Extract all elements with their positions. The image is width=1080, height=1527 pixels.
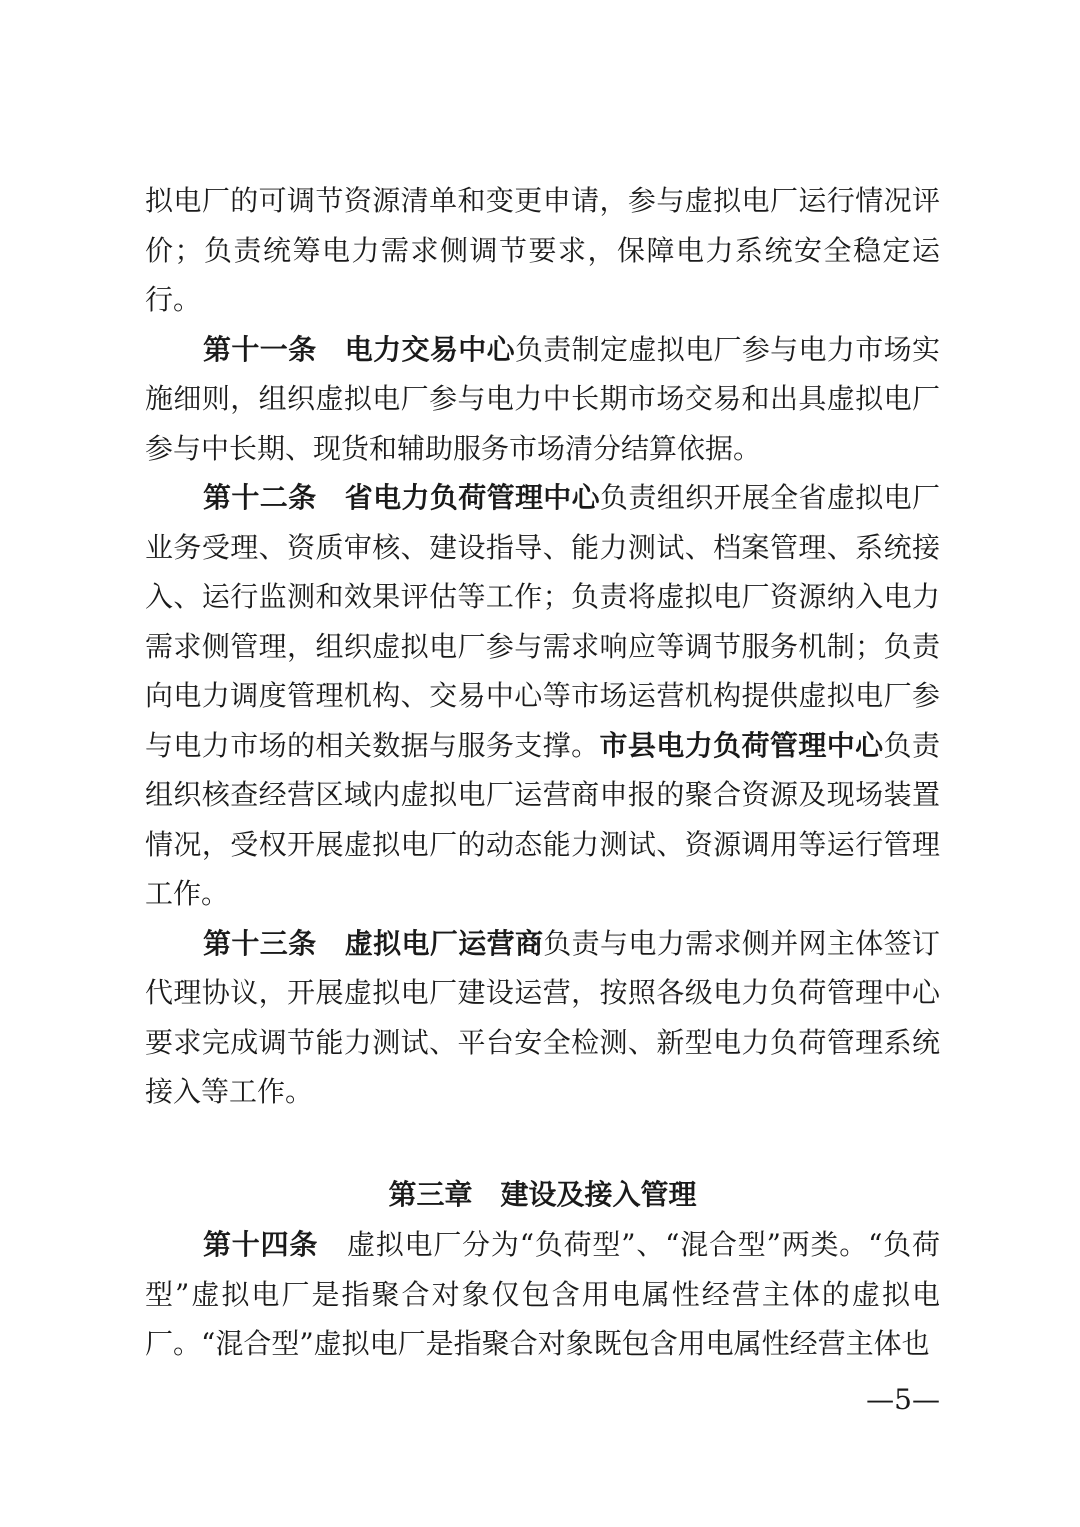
article-14-text: 虚拟电厂分为“负荷型”、“混合型”两类。“负荷型”虚拟电厂是指聚合对象仅包含用电属性经营主体的虚拟电厂。“混合型”虚拟电厂是指聚合对象既包含用电属性经营主体也: [145, 1228, 940, 1360]
article-13-subject: 虚拟电厂运营商: [344, 926, 544, 960]
chapter-title-text: 建设及接入管理: [500, 1178, 697, 1211]
article-12-number: 第十二条: [203, 481, 317, 514]
body-text-upper: [145, 176, 940, 1117]
chapter-heading: [145, 1170, 940, 1220]
article-12-subject: 省电力负荷管理中心: [344, 481, 601, 514]
article-14: [145, 1220, 940, 1369]
chapter-number: 第三章: [388, 1178, 473, 1211]
article-13: [145, 919, 940, 1117]
article-14-number: 第十四条: [203, 1228, 319, 1261]
article-11-subject: 电力交易中心: [344, 332, 515, 366]
article-13-text: 负责与电力需求侧并网主体签订代理协议，开展虚拟电厂建设运营，按照各级电力负荷管理中心要求完成调节能力测试、平台安全检测、新型电力负荷管理系统接入等工作。: [145, 926, 940, 1108]
article-12-text-2: 负责组织核查经营区域内虚拟电厂运营商申报的聚合资源及现场装置情况，受权开展虚拟电厂的动态能力测试、资源调用等运行管理工作。: [145, 728, 940, 910]
article-11: [145, 325, 940, 474]
article-11-number: 第十一条: [203, 332, 317, 366]
page-number: —5—: [866, 1383, 940, 1416]
article-12: [145, 473, 940, 919]
article-12-text-1: 负责组织开展全省虚拟电厂业务受理、资质审核、建设指导、能力测试、档案管理、系统接入、运行监测和效果评估等工作；负责将虚拟电厂资源纳入电力需求侧管理，组织虚拟电厂参与需求响应等调节服务机制；负责向电力调度管理机构、交易中心等市场运营机构提供虚拟电厂参与电力市场的相关数据与服务支撑。: [145, 481, 940, 762]
article-12-subject-2: 市县电力负荷管理中心: [599, 728, 884, 762]
article-11-text: 负责制定虚拟电厂参与电力市场实施细则，组织虚拟电厂参与电力中长期市场交易和出具虚拟电厂参与中长期、现货和辅助服务市场清分结算依据。: [145, 332, 940, 465]
article-13-number: 第十三条: [203, 926, 317, 960]
body-text-lower: [145, 1220, 940, 1369]
paragraph-continuation: 拟电厂的可调节资源清单和变更申请，参与虚拟电厂运行情况评价；负责统筹电力需求侧调节要求，保障电力系统安全稳定运行。: [145, 184, 940, 316]
